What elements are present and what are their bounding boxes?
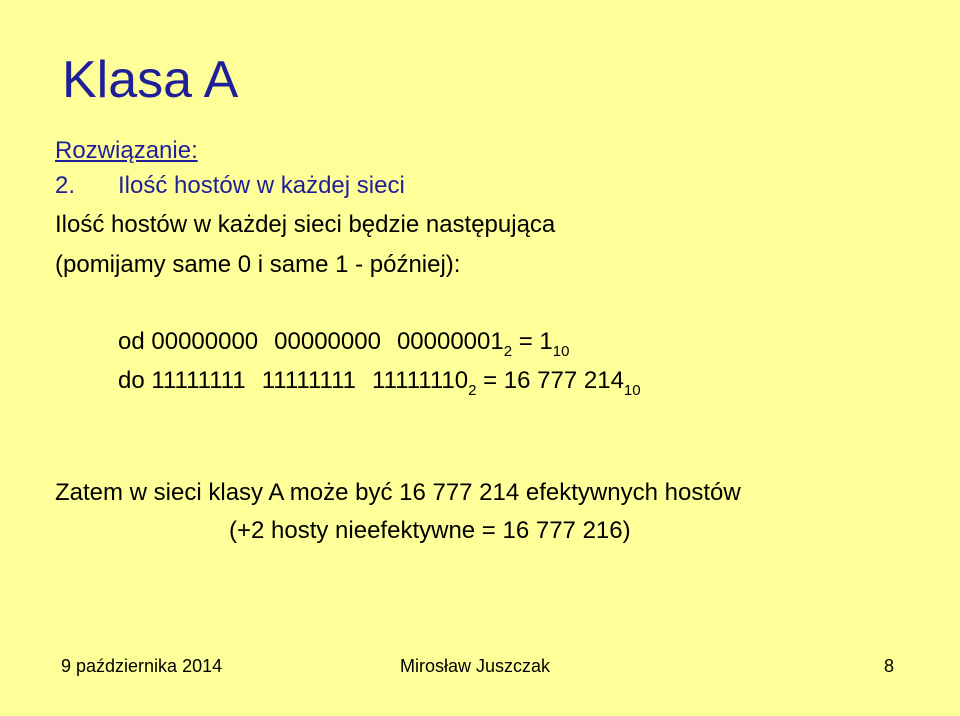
conclusion-line-1: Zatem w sieci klasy A może być 16 777 214 efektywnych hostów xyxy=(55,479,741,506)
from-octet-2: 00000000 xyxy=(274,328,381,355)
from-base-bin: 2 xyxy=(503,343,513,360)
to-octet-3: 11111110 xyxy=(372,367,469,394)
binary-range-from xyxy=(118,328,570,360)
conclusion-line-2: (+2 hosty nieefektywne = 16 777 216) xyxy=(229,517,631,544)
footer-page-number: 8 xyxy=(884,656,895,676)
from-base-dec: 10 xyxy=(552,343,570,360)
footer-date: 9 października 2014 xyxy=(61,656,223,676)
to-prefix: do xyxy=(118,367,145,394)
numbered-point xyxy=(55,174,405,198)
from-equals-value: = 1 xyxy=(518,328,553,355)
body-line-2: (pomijamy same 0 i same 1 - później): xyxy=(55,251,461,278)
to-equals-value: = 16 777 214 xyxy=(483,367,624,394)
to-octet-2: 11111111 xyxy=(261,367,356,394)
binary-range-to xyxy=(118,367,641,399)
solution-heading: Rozwiązanie: xyxy=(55,137,198,164)
body-line-1: Ilość hostów w każdej sieci będzie następująca xyxy=(55,211,556,238)
from-prefix: od xyxy=(118,328,145,355)
to-base-bin: 2 xyxy=(468,382,477,399)
slide-title: Klasa A xyxy=(62,51,239,109)
footer-author: Mirosław Juszczak xyxy=(400,656,551,676)
to-octet-1: 11111111 xyxy=(151,367,246,394)
from-octet-3: 00000001 xyxy=(396,328,504,355)
point-number: 2. xyxy=(55,172,76,199)
to-base-dec: 10 xyxy=(623,382,641,399)
point-text: Ilość hostów w każdej sieci xyxy=(118,172,405,199)
from-octet-1: 00000000 xyxy=(151,328,259,355)
